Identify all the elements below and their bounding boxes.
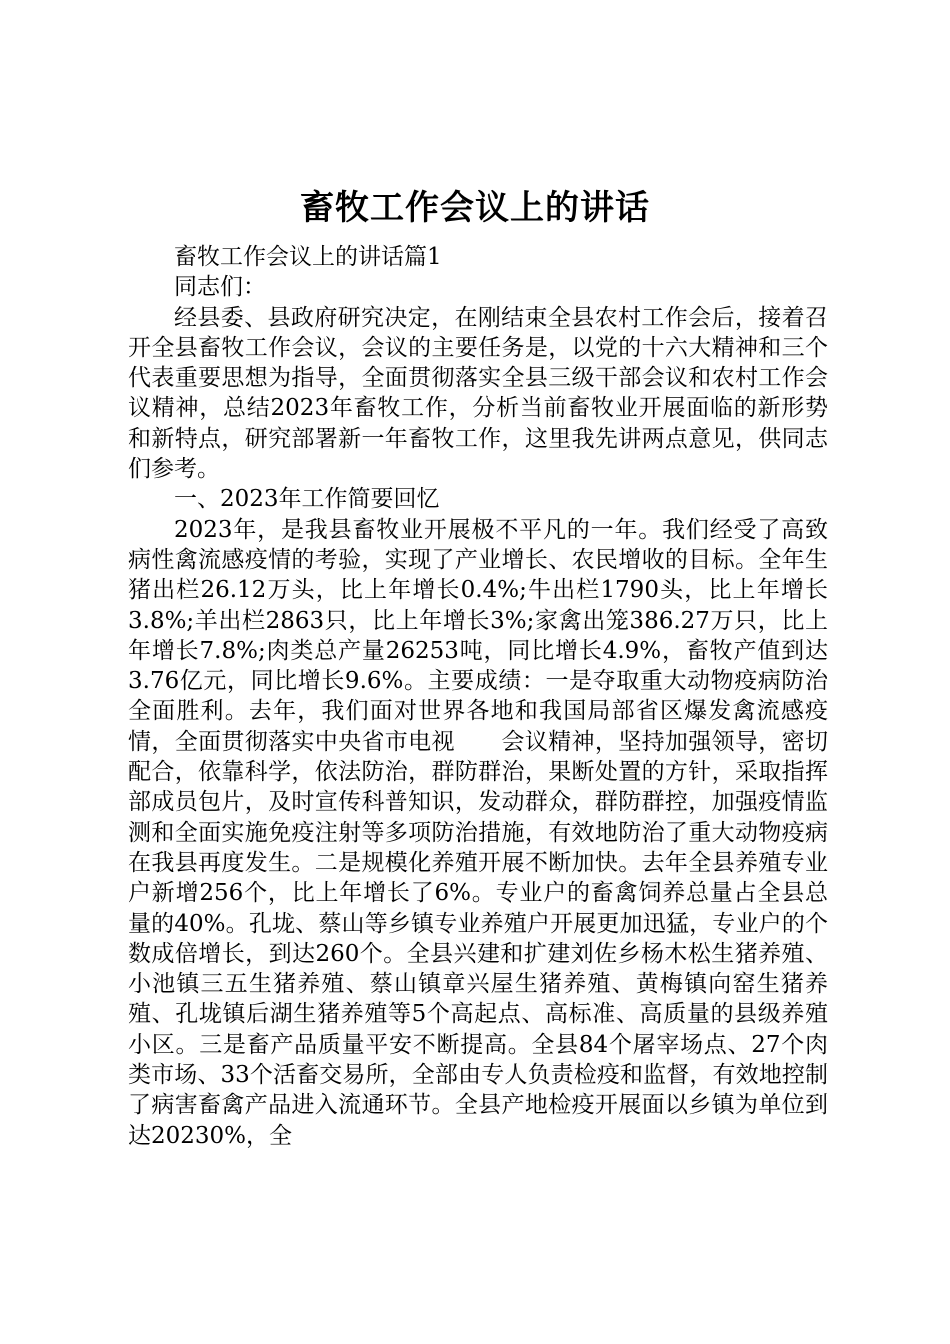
salutation: 同志们： [174, 274, 266, 301]
body-paragraph: 2023年，是我县畜牧业开展极不平凡的一年。我们经受了高致病性禽流感疫情的考验，实现了产业增长、农民增收的目标。全年生猪出栏26.12万头，比上年增长0.4%;牛出栏1790头，比上年增长3.8%;羊出栏2863只，比上年增长3%;家禽出笼386.27万只，比上年增长7.8%;肉类总产量26253吨，同比增长4.9%，畜牧产值到达3.76亿元，同比增长9.6%。主要成绩：一是夺取重大动物疫病防治全面胜利。去年，我们面对世界各地和我国局部省区爆发禽流感疫情，全面贯彻落实中央省市电视 会议精神，坚持加强领导，密切配合，依靠科学，依法防治，群防群治，果断处置的方针，采取指挥部成员包片，及时宣传科普知识，发动群众，群防群控，加强疫情监测和全面实施免疫注射等多项防治措施，有效地防治了重大动物疫病在我县再度发生。二是规模化养殖开展不断加快。去年全县养殖专业户新增256个，比上年增长了6%。专业户的畜禽饲养总量占全县总量的40%。孔垅、蔡山等乡镇专业养殖户开展更加迅猛，专业户的个数成倍增长，到达260个。全县兴建和扩建刘佐乡杨木松生猪养殖、小池镇三五生猪养殖、蔡山镇章兴屋生猪养殖、黄梅镇向窑生猪养殖、孔垅镇后湖生猪养殖等5个高起点、高标准、高质量的县级养殖小区。三是畜产品质量平安不断提高。全县84个屠宰场点、27个肉类市场、33个活畜交易所，全部由专人负责检疫和监督，有效地控制了病害畜禽产品进入流通环节。全县产地检疫开展面以乡镇为单位到达20230%，全 [128, 516, 828, 1149]
section-heading: 一、2023年工作简要回忆 [174, 486, 440, 513]
document-title: 畜牧工作会议上的讲话 [300, 188, 650, 228]
body-paragraph: 经县委、县政府研究决定，在刚结束全县农村工作会后，接着召开全县畜牧工作会议，会议的主要任务是，以党的十六大精神和三个代表重要思想为指导，全面贯彻落实全县三级干部会议和农村工作会议精神，总结2023年畜牧工作，分析当前畜牧业开展面临的新形势和新特点，研究部署新一年畜牧工作，这里我先讲两点意见，供同志们参考。 [128, 304, 828, 483]
section-heading: 畜牧工作会议上的讲话篇1 [174, 244, 442, 270]
document-body [128, 242, 828, 1151]
